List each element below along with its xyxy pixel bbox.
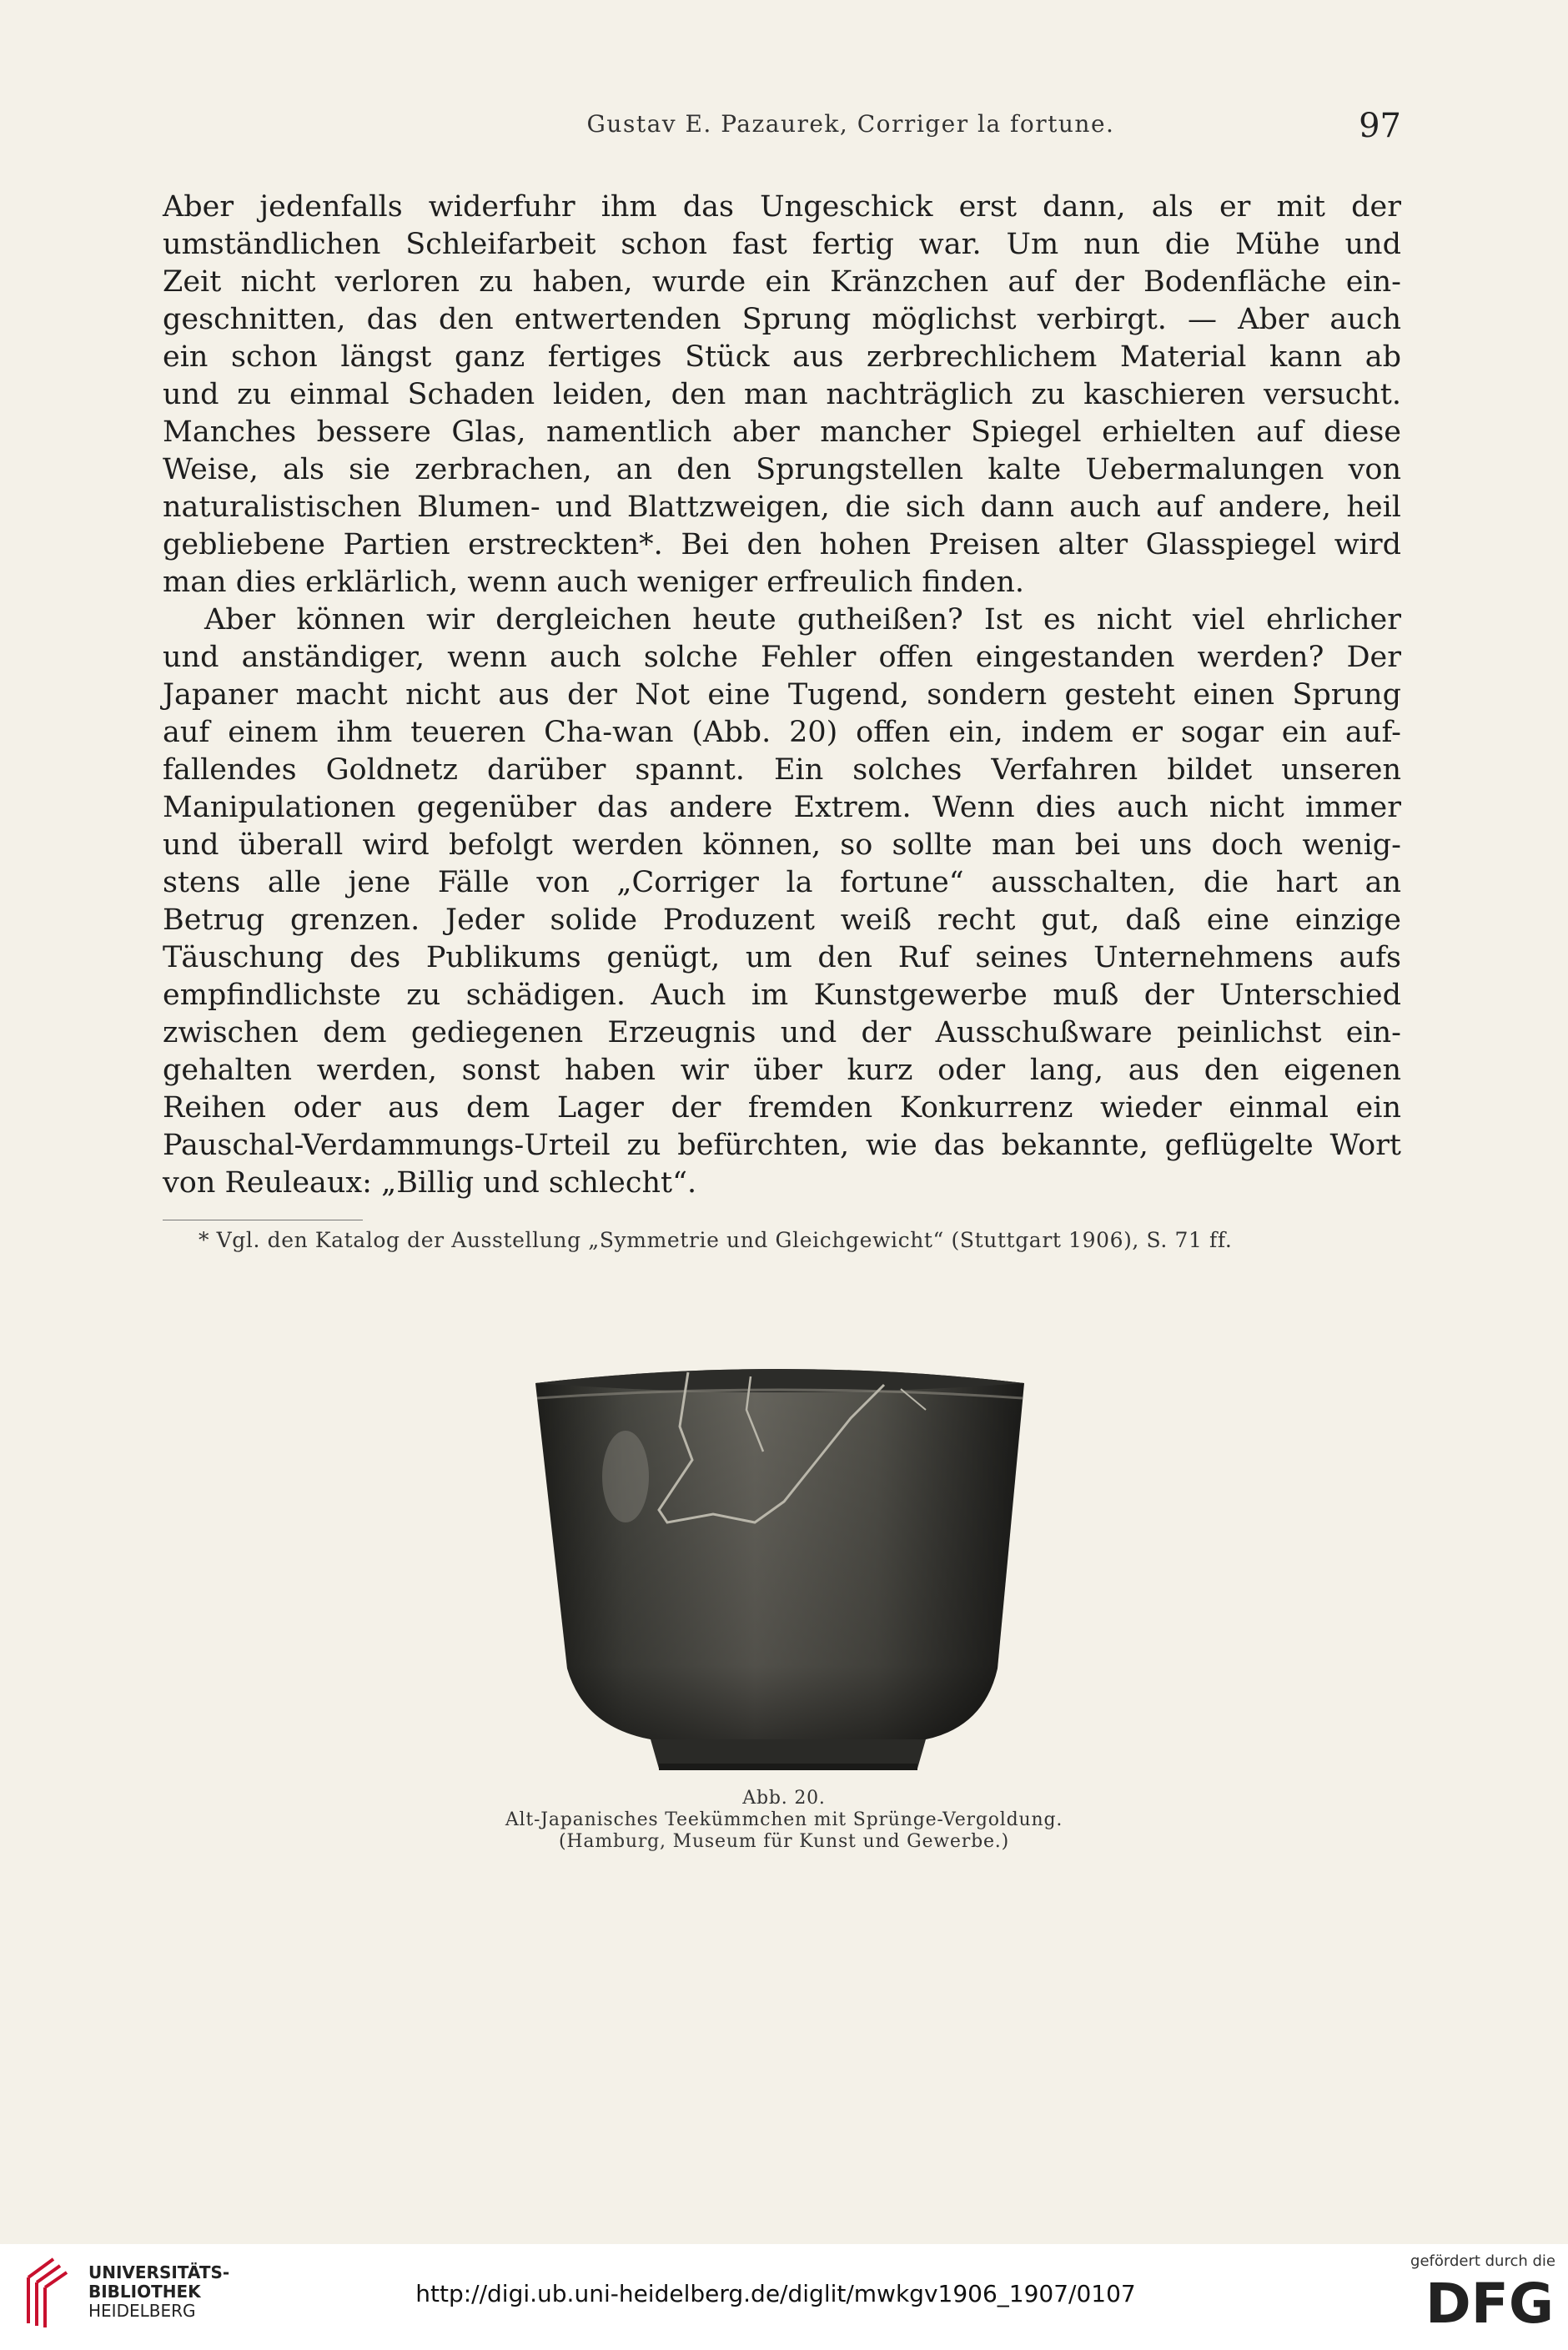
text-line: fallendes Goldnetz darüber spannt. Ein solches Verfahren bildet unseren (163, 753, 1401, 787)
text-line: und zu einmal Schaden leiden, den man nachträglich zu kaschieren versucht. (163, 378, 1401, 411)
figure-caption (450, 1788, 1118, 1853)
text-line: Zeit nicht verloren zu haben, wurde ein Kränzchen auf der Bodenfläche ein- (163, 265, 1401, 299)
text-line: Weise, als sie zerbrachen, an den Sprungstellen kalte Uebermalungen von (163, 453, 1401, 486)
text-line: gebliebene Partien erstreckten*. Bei den hohen Preisen alter Glasspiegel wird (163, 528, 1401, 561)
text-line: man dies erklärlich, wenn auch weniger erfreulich finden. (163, 566, 1024, 599)
text-line: Manches bessere Glas, namentlich aber mancher Spiegel erhielten auf diese (163, 415, 1401, 449)
text-line: auf einem ihm teueren Cha-wan (Abb. 20) offen ein, indem er sogar ein auf- (163, 716, 1401, 749)
text-line: Pauschal-Verdammungs-Urteil zu befürchten, wie das bekannte, geflügelte Wort (163, 1129, 1401, 1162)
text-line: empfindlichste zu schädigen. Auch im Kunstgewerbe muß der Unterschied (163, 979, 1401, 1012)
text-line: Aber können wir dergleichen heute gutheißen? Ist es nicht viel ehrlicher (204, 603, 1401, 637)
text-line: und anständiger, wenn auch solche Fehler offen eingestanden werden? Der (163, 641, 1401, 674)
dfg-logo (1389, 2272, 1555, 2331)
body-text (163, 189, 1401, 1202)
library-logo-icon (20, 2252, 78, 2329)
running-title: Gustav E. Pazaurek, Corriger la fortune. (586, 110, 1115, 138)
figure-source: (Hamburg, Museum für Kunst und Gewerbe.) (559, 1831, 1009, 1852)
text-line: stens alle jene Fälle von „Corriger la fortune“ ausschalten, die hart an (163, 866, 1401, 899)
text-line: Reihen oder aus dem Lager der fremden Konkurrenz wieder einmal ein (163, 1091, 1401, 1125)
text-line: geschnitten, das den entwertenden Sprung möglichst verbirgt. — Aber auch (163, 303, 1401, 336)
figure-caption-text: Alt-Japanisches Teekümmchen mit Sprünge-Vergoldung. (505, 1809, 1063, 1830)
text-line: Aber jedenfalls widerfuhr ihm das Ungeschick erst dann, als er mit der (163, 190, 1401, 224)
funded-by-label: gefördert durch die (1410, 2252, 1555, 2270)
library-name (88, 2263, 229, 2321)
text-line: umständlichen Schleifarbeit schon fast fertig war. Um nun die Mühe und (163, 228, 1401, 261)
tea-bowl-photo (534, 1360, 1026, 1777)
text-line: und überall wird befolgt werden können, so sollte man bei uns doch wenig- (163, 828, 1401, 862)
text-line: gehalten werden, sonst haben wir über kurz oder lang, aus den eigenen (163, 1054, 1401, 1087)
library-line-2: BIBLIOTHEK (88, 2282, 201, 2302)
text-line: ein schon längst ganz fertiges Stück aus zerbrechlichem Material kann ab (163, 340, 1401, 374)
dfg-logo-text: DFG (1425, 2272, 1554, 2331)
text-line: Japaner macht nicht aus der Not eine Tugend, sondern gesteht einen Sprung (163, 678, 1401, 712)
text-line: Manipulationen gegenüber das andere Extrem. Wenn dies auch nicht immer (163, 791, 1401, 824)
source-url-link[interactable]: http://digi.ub.uni-heidelberg.de/diglit/mwkgv1906_1907/0107 (415, 2280, 1136, 2307)
text-line: zwischen dem gediegenen Erzeugnis und der Ausschußware peinlichst ein- (163, 1016, 1401, 1049)
library-line-1: UNIVERSITÄTS- (88, 2262, 230, 2282)
footnote: * Vgl. den Katalog der Ausstellung „Symmetrie und Gleichgewicht“ (Stuttgart 1906), S. 71 ff. (199, 1228, 1233, 1252)
page-number: 97 (1359, 107, 1401, 145)
figure-label: Abb. 20. (742, 1788, 826, 1809)
text-line: von Reuleaux: „Billig und schlecht“. (163, 1166, 697, 1200)
text-line: Täuschung des Publikums genügt, um den Ruf seines Unternehmens aufs (163, 941, 1401, 974)
text-line: naturalistischen Blumen- und Blattzweigen, die sich dann auch auf andere, heil (163, 491, 1401, 524)
library-line-3: HEIDELBERG (88, 2301, 196, 2321)
text-line: Betrug grenzen. Jeder solide Produzent weiß recht gut, daß eine einzige (163, 903, 1401, 937)
